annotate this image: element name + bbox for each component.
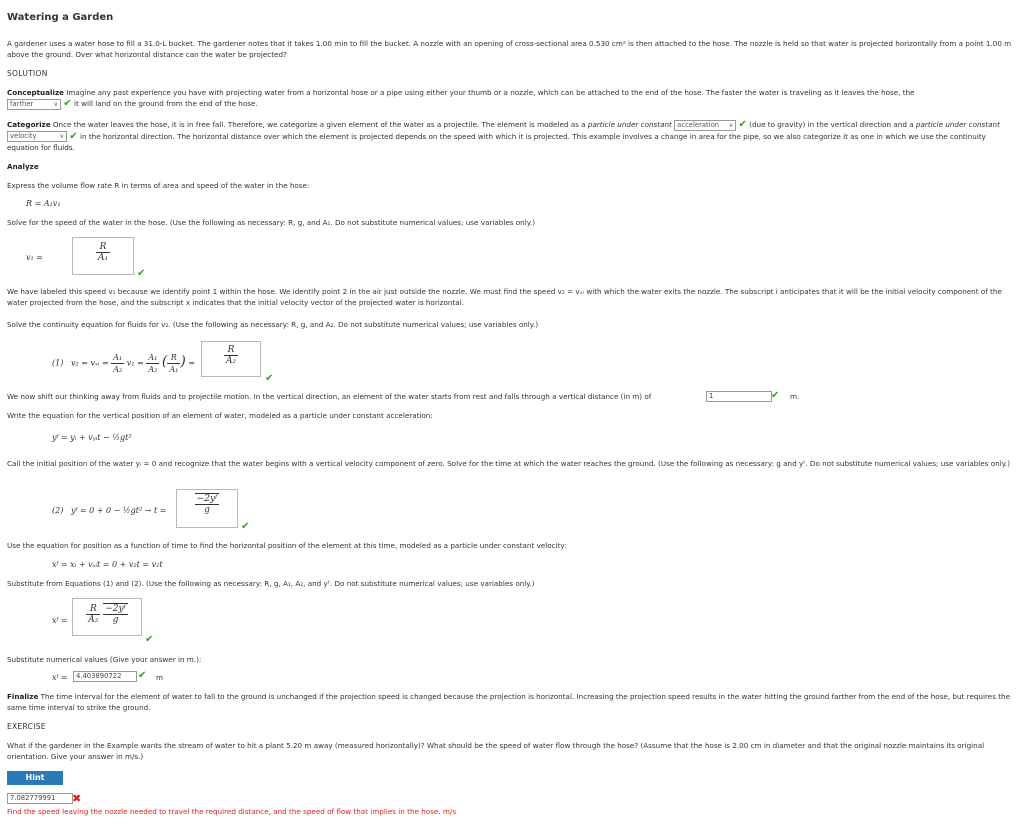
fraction-numerator: −2yᶠ xyxy=(105,603,126,614)
check-icon: ✔ xyxy=(241,521,250,532)
exercise-heading: EXERCISE xyxy=(7,722,46,731)
check-icon: ✔ xyxy=(137,268,146,279)
equation-number: (2) xyxy=(52,506,64,515)
equation-xf: xᶠ = xᵢ + vₓᵢt = 0 + v₂t = v₂t xyxy=(52,560,163,569)
check-icon: ✔ xyxy=(771,390,780,401)
categorize-text-2: (due to gravity) in the vertical direction and a xyxy=(749,120,914,129)
finalize-paragraph xyxy=(7,691,1019,713)
v1-lhs: v₁ = xyxy=(26,253,43,262)
paren-close: ) xyxy=(180,353,186,370)
fraction-denominator: g xyxy=(112,614,119,625)
xf-fraction xyxy=(86,604,100,625)
dropdown-value: acceleration xyxy=(677,120,720,129)
feedback-message: Find the speed leaving the nozzle needed to travel the required distance, and the speed of flow that implies in the hose. m/s xyxy=(7,807,457,816)
categorize-text-1: Once the water leaves the hose, it is in free fall. Therefore, we categorize a given element of the water as a projectile. The element is modeled as a xyxy=(52,120,586,129)
categorize-label: Categorize xyxy=(7,120,51,129)
call-paragraph: Call the initial position of the water yᵢ = 0 and recognize that the water begins with a vertical velocity component of zero. Solve for the time at which the water reaches the ground. (Use the following as necessary: g and yᶠ. Do not substitute numerical values; use variables only.) xyxy=(7,459,1011,468)
fraction-denominator: A₁ xyxy=(97,253,109,263)
v1-answer-box[interactable] xyxy=(72,237,134,275)
solve-v1-instruction: Solve for the speed of the water in the hose. (Use the following as necessary: R, g, and A₁. Do not substitute numerical values; use variables only.) xyxy=(7,218,536,227)
xf-lhs: xᶠ = xyxy=(52,616,68,625)
v1-fraction xyxy=(96,242,110,263)
fraction-numerator: A₁ xyxy=(148,353,158,362)
categorize-italic-2: particle under constant xyxy=(915,120,1000,129)
equation-1: (1) v₂ = vₓᵢ = $\frac{\text{A₁}}{\text{A₂}}$ v₁ = $\frac{\text{A₁}}{\text{A₂}}$ ( $\frac{R}{\text{A₁}}$ ) = xyxy=(52,353,196,374)
fraction-denominator: A₁ xyxy=(169,365,179,374)
categorize-text-3: in the horizontal direction. The horizontal distance over which the element is projected depends on the speed with which it is projected. This example involves a change in area for the pipe, so we also categorize it as one in which we use the continuity equation for fluids. xyxy=(7,131,986,152)
xf-answer-box[interactable] xyxy=(72,598,142,636)
problem-statement: A gardener uses a water hose to fill a 31.0-L bucket. The gardener notes that it takes 1.00 min to fill the bucket. A nozzle with an opening of cross-sectional area 0.530 cm² is then attached to the hose. The nozzle is held so that water is projected horizontally from a point 1.00 m above the ground. Over what horizontal distance can the water be projected? xyxy=(7,39,1012,59)
write-equation-instruction: Write the equation for the vertical position of an element of water, modeled as a particle under constant acceleration: xyxy=(7,411,433,420)
check-icon: ✔ xyxy=(138,670,147,681)
fraction-denominator: A₂ xyxy=(148,365,158,374)
solution-heading: SOLUTION xyxy=(7,69,48,78)
dropdown-value: velocity xyxy=(10,132,37,140)
v2-answer-box[interactable] xyxy=(201,341,261,377)
fraction-denominator: A₂ xyxy=(225,356,237,366)
conceptualize-label: Conceptualize xyxy=(7,88,64,97)
eq2-lhs: yᶠ = 0 + 0 − ½gt² → t = xyxy=(70,506,167,515)
cross-icon: ✖ xyxy=(72,792,82,805)
chevron-down-icon: ∨ xyxy=(728,121,734,129)
t-sqrt-fraction xyxy=(195,493,219,515)
eq1-paren-fraction xyxy=(167,352,180,375)
equation-yf: yᶠ = yᵢ + vᵧᵢt − ½gt² xyxy=(52,433,132,442)
exercise-answer-input[interactable]: 7.082779991 xyxy=(7,793,73,804)
solve-v2-instruction: Solve the continuity equation for fluids for v₂. (Use the following as necessary: R, g, and A₂. Do not substitute numerical values; use variables only.) xyxy=(7,320,539,329)
conceptualize-dropdown[interactable] xyxy=(7,99,61,110)
fraction-denominator: A₂ xyxy=(88,615,99,625)
eq1-fraction-2 xyxy=(146,352,159,375)
categorize-paragraph xyxy=(7,119,1019,153)
use-equation-instruction: Use the equation for position as a function of time to find the horizontal position of the element at this time, modeled as a particle under constant velocity: xyxy=(7,541,567,550)
shift-paragraph xyxy=(7,391,1019,402)
labeled-paragraph: We have labeled this speed v₁ because we identify point 1 within the hose. We identify point 2 in the air just outside the nozzle. We must find the speed v₂ = vₓᵢ with which the water exits the nozzle. The subscript i anticipates that it will be the initial velocity component of the water projected from the hose, and the subscript x indicates that the initial velocity vector of the projected water is horizontal. xyxy=(7,287,1002,307)
fraction-numerator: R xyxy=(167,352,180,364)
substitute-instruction-2: Substitute numerical values (Give your answer in m.): xyxy=(7,655,202,664)
check-icon: ✔ xyxy=(738,119,747,130)
shift-text: We now shift our thinking away from fluids and to projectile motion. In the vertical direction, an element of the water starts from rest and falls through a vertical distance (in m) of xyxy=(7,392,652,401)
check-icon: ✔ xyxy=(145,634,154,645)
dropdown-value: farther xyxy=(10,99,34,108)
fraction-numerator: A₁ xyxy=(113,353,123,362)
finalize-text: The time interval for the element of water to fall to the ground is unchanged if the projection speed is changed because the projection is horizontal. Increasing the projection speed results in the water hitting the ground farther from the end of the hose, but requires the same time interval to strike the ground. xyxy=(7,692,1011,712)
fraction-denominator: g xyxy=(204,505,210,515)
equation-number: (1) xyxy=(52,358,64,368)
conceptualize-paragraph xyxy=(7,87,1019,110)
conceptualize-text: Imagine any past experience you have with projecting water from a horizontal hose or a pipe using either your thumb or a nozzle, which can be attached to the end of the hose. The faster the water is traveling as it leaves the hose, the xyxy=(66,88,915,97)
fraction-numerator: R xyxy=(86,604,100,615)
categorize-dropdown-1[interactable] xyxy=(674,120,736,131)
xf-unit: m xyxy=(156,673,164,682)
check-icon: ✔ xyxy=(63,98,72,109)
fraction-numerator: R xyxy=(96,242,110,253)
vertical-distance-input[interactable]: 1 xyxy=(706,391,772,402)
check-icon: ✔ xyxy=(69,130,78,142)
xf-numeric-lhs: xᶠ = xyxy=(52,673,68,682)
exercise-text: What if the gardener in the Example wants the stream of water to hit a plant 5.20 m away (measured horizontally)? What should be the speed of water flow through the hose? (Assume that the hose is 2.00 cm in diameter and that the original nozzle maintains its original orientation. Give your answer in m/s.) xyxy=(7,741,985,761)
paren-open: ( xyxy=(161,353,168,370)
xf-sqrt-fraction xyxy=(103,603,127,625)
substitute-instruction-1: Substitute from Equations (1) and (2). (Use the following as necessary: R, g, A₁, A₂, and yᶠ. Do not substitute numerical values; use variables only.) xyxy=(7,579,535,588)
eq1-lhs: v₂ = vₓᵢ = xyxy=(70,358,109,368)
categorize-italic-1: particle under constant xyxy=(587,120,672,129)
v2-fraction xyxy=(224,345,238,366)
t-answer-box[interactable] xyxy=(176,489,238,528)
eq1-mid: v₁ = xyxy=(126,358,144,368)
finalize-label: Finalize xyxy=(7,692,39,701)
check-icon: ✔ xyxy=(265,373,274,384)
chevron-down-icon: ∨ xyxy=(53,100,58,108)
fraction-denominator: A₂ xyxy=(113,365,123,374)
chevron-down-icon: ∨ xyxy=(59,133,64,140)
hint-button[interactable]: Hint xyxy=(7,771,63,785)
analyze-intro: Express the volume flow rate R in terms of area and speed of the water in the hose: xyxy=(7,181,310,190)
conceptualize-after: it will land on the ground from the end of the hose. xyxy=(73,99,258,108)
page-title: Watering a Garden xyxy=(7,12,114,23)
eq1-fraction-1 xyxy=(111,352,124,375)
fraction-numerator: R xyxy=(224,345,238,356)
fraction-numerator: −2yᶠ xyxy=(196,494,218,504)
categorize-dropdown-2[interactable] xyxy=(7,131,67,142)
xf-numeric-input[interactable]: 4.403890722 xyxy=(73,671,137,682)
analyze-label: Analyze xyxy=(7,162,39,171)
equation-2 xyxy=(52,505,182,516)
equation-R: R = A₁v₁ xyxy=(26,199,61,208)
vertical-distance-unit: m. xyxy=(790,392,800,401)
